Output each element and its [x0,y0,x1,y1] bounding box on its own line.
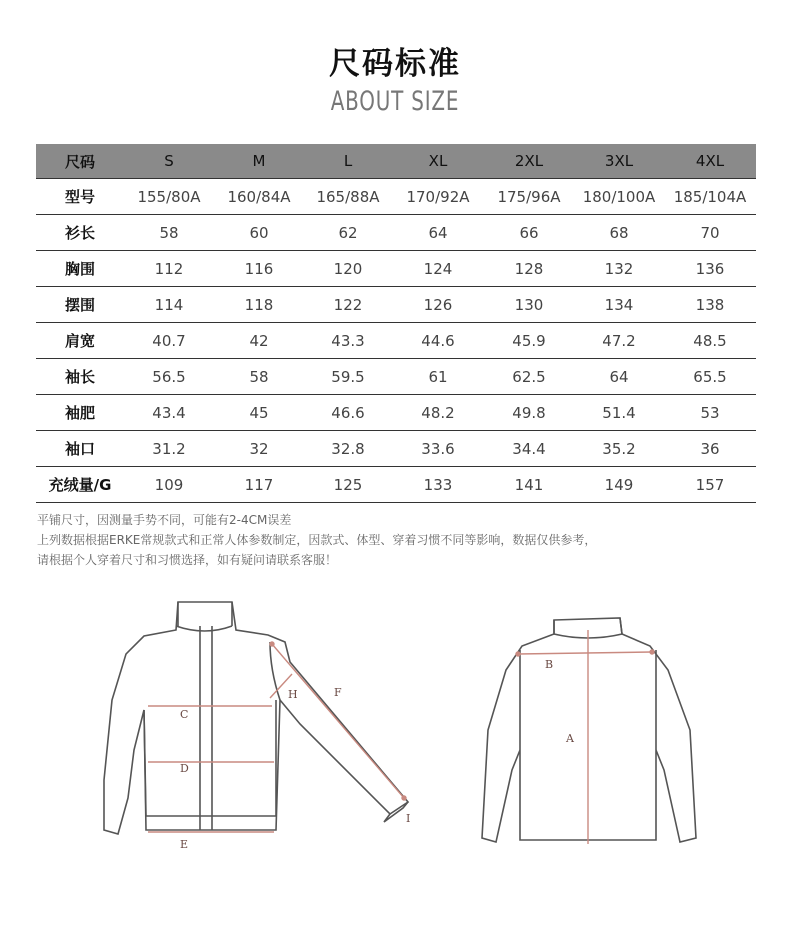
table-cell: 117 [214,467,304,503]
table-cell: 32 [214,431,304,467]
jacket-front-illustration [104,602,411,834]
label-c: C [180,708,189,721]
table-cell: 46.6 [304,395,392,431]
label-i: I [406,812,411,825]
table-cell: 49.8 [484,395,574,431]
header-cell-size-label: 尺码 [36,144,124,179]
header-cell-size: 3XL [574,144,664,179]
table-cell: 48.2 [392,395,484,431]
table-cell: 149 [574,467,664,503]
row-label: 胸围 [36,251,124,287]
table-cell: 112 [124,251,214,287]
size-table [36,144,756,503]
note-line-1: 平铺尺寸，因测量手势不同，可能有2-4CM误差 [37,513,292,527]
table-cell: 64 [574,359,664,395]
label-a: A [566,732,574,745]
row-label: 型号 [36,179,124,215]
table-cell: 175/96A [484,179,574,215]
row-label: 摆围 [36,287,124,323]
row-label: 充绒量/G [36,467,124,503]
table-cell: 65.5 [664,359,756,395]
table-cell: 138 [664,287,756,323]
label-e: E [180,838,189,851]
table-row [36,215,756,251]
table-cell: 141 [484,467,574,503]
table-cell: 56.5 [124,359,214,395]
size-notes [37,510,596,570]
table-cell: 185/104A [664,179,756,215]
page-title: 尺码标准 [329,46,461,82]
table-cell: 58 [214,359,304,395]
header-cell-size: L [304,144,392,179]
table-cell: 53 [664,395,756,431]
header-cell-size: 2XL [484,144,574,179]
table-cell: 66 [484,215,574,251]
table-cell: 42 [214,323,304,359]
table-cell: 130 [484,287,574,323]
table-cell: 165/88A [304,179,392,215]
table-row [36,251,756,287]
table-cell: 122 [304,287,392,323]
header-cell-size: 4XL [664,144,756,179]
header-cell-size: M [214,144,304,179]
table-cell: 120 [304,251,392,287]
table-cell: 136 [664,251,756,287]
table-cell: 43.3 [304,323,392,359]
row-label: 袖口 [36,431,124,467]
table-cell: 34.4 [484,431,574,467]
table-cell: 157 [664,467,756,503]
table-cell: 33.6 [392,431,484,467]
table-row [36,431,756,467]
table-row [36,395,756,431]
table-cell: 35.2 [574,431,664,467]
table-cell: 68 [574,215,664,251]
measurement-diagram [0,590,790,860]
label-d: D [180,762,189,775]
table-cell: 118 [214,287,304,323]
header-cell-size: XL [392,144,484,179]
label-b: B [545,658,554,671]
table-cell: 160/84A [214,179,304,215]
table-cell: 31.2 [124,431,214,467]
table-row [36,323,756,359]
table-cell: 62 [304,215,392,251]
table-cell: 114 [124,287,214,323]
table-row [36,179,756,215]
table-cell: 51.4 [574,395,664,431]
table-cell: 134 [574,287,664,323]
table-cell: 116 [214,251,304,287]
table-row [36,359,756,395]
table-cell: 133 [392,467,484,503]
row-label: 衫长 [36,215,124,251]
table-cell: 43.4 [124,395,214,431]
table-cell: 45 [214,395,304,431]
note-line-3: 请根据个人穿着尺寸和习惯选择，如有疑问请联系客服！ [37,553,338,567]
table-cell: 32.8 [304,431,392,467]
table-cell: 70 [664,215,756,251]
label-h: H [288,688,298,701]
label-f: F [334,686,342,699]
table-cell: 126 [392,287,484,323]
table-cell: 44.6 [392,323,484,359]
table-cell: 128 [484,251,574,287]
table-cell: 155/80A [124,179,214,215]
table-cell: 40.7 [124,323,214,359]
table-cell: 60 [214,215,304,251]
table-cell: 125 [304,467,392,503]
table-cell: 170/92A [392,179,484,215]
table-cell: 180/100A [574,179,664,215]
table-cell: 47.2 [574,323,664,359]
jacket-back-illustration [482,618,696,842]
table-cell: 124 [392,251,484,287]
table-cell: 48.5 [664,323,756,359]
page-subtitle: ABOUT SIZE [330,86,460,117]
note-line-2: 上列数据根据ERKE常规款式和正常人体参数制定，因款式、体型、穿着习惯不同等影响，数据仅供参考， [37,533,597,547]
table-cell: 58 [124,215,214,251]
back-measure-lines [516,630,654,844]
table-cell: 109 [124,467,214,503]
table-cell: 62.5 [484,359,574,395]
table-cell: 61 [392,359,484,395]
table-cell: 132 [574,251,664,287]
row-label: 袖长 [36,359,124,395]
table-row [36,467,756,503]
row-label: 肩宽 [36,323,124,359]
table-cell: 59.5 [304,359,392,395]
table-cell: 45.9 [484,323,574,359]
table-row [36,287,756,323]
table-cell: 64 [392,215,484,251]
size-table-header [36,144,756,179]
table-cell: 36 [664,431,756,467]
row-label: 袖肥 [36,395,124,431]
header-cell-size: S [124,144,214,179]
